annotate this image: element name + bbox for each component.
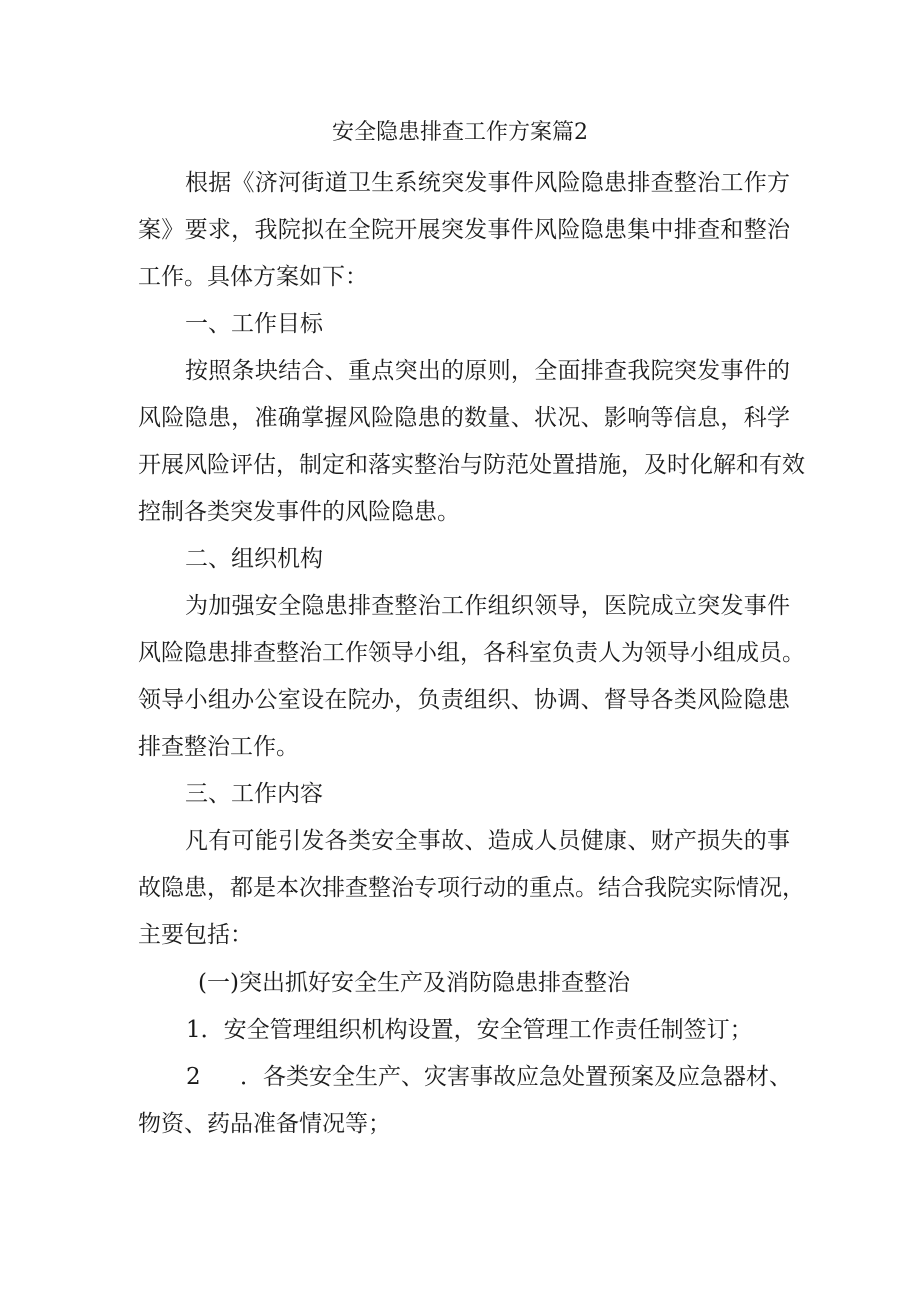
section-heading-organization: 二、组织机构 [185, 546, 323, 572]
organization-line-2: 风险隐患排查整治工作领导小组，各科室负责人为领导小组成员。 [138, 640, 805, 666]
organization-line-1: 为加强安全隐患排查整治工作组织领导，医院成立突发事件 [185, 593, 790, 619]
intro-line-2: 案》要求，我院拟在全院开展突发事件风险隐患集中排查和整治 [138, 217, 790, 243]
organization-line-3: 领导小组办公室设在院办，负责组织、协调、督导各类风险隐患 [138, 687, 790, 713]
intro-line-1: 根据《济河街道卫生系统突发事件风险隐患排查整治工作方 [185, 170, 790, 196]
section-heading-goals: 一、工作目标 [185, 311, 323, 337]
page-title: 安全隐患排查工作方案篇2 [332, 120, 588, 145]
goals-line-3: 开展风险评估，制定和落实整治与防范处置措施，及时化解和有效 [138, 452, 805, 478]
content-line-3: 主要包括： [138, 922, 253, 948]
goals-line-1: 按照条块结合、重点突出的原则，全面排查我院突发事件的 [185, 358, 790, 384]
list-item-2-number: 2 [186, 1064, 201, 1090]
list-item-1: 1．安全管理组织机构设置，安全管理工作责任制签订； [186, 1017, 753, 1043]
content-line-1: 凡有可能引发各类安全事故、造成人员健康、财产损失的事 [185, 828, 790, 854]
section-heading-content: 三、工作内容 [185, 781, 323, 807]
list-item-2-text: ．各类安全生产、灾害事故应急处置预案及应急器材、 [240, 1064, 792, 1090]
goals-line-4: 控制各类突发事件的风险隐患。 [138, 499, 460, 525]
subsection-heading-safety: (一)突出抓好安全生产及消防隐患排查整治 [198, 970, 630, 996]
content-line-2: 故隐患，都是本次排查整治专项行动的重点。结合我院实际情况， [138, 875, 805, 901]
intro-line-3: 工作。具体方案如下： [138, 264, 368, 290]
organization-line-4: 排查整治工作。 [138, 734, 299, 760]
list-item-2-continuation: 物资、药品准备情况等； [138, 1111, 391, 1137]
goals-line-2: 风险隐患，准确掌握风险隐患的数量、状况、影响等信息，科学 [138, 405, 790, 431]
